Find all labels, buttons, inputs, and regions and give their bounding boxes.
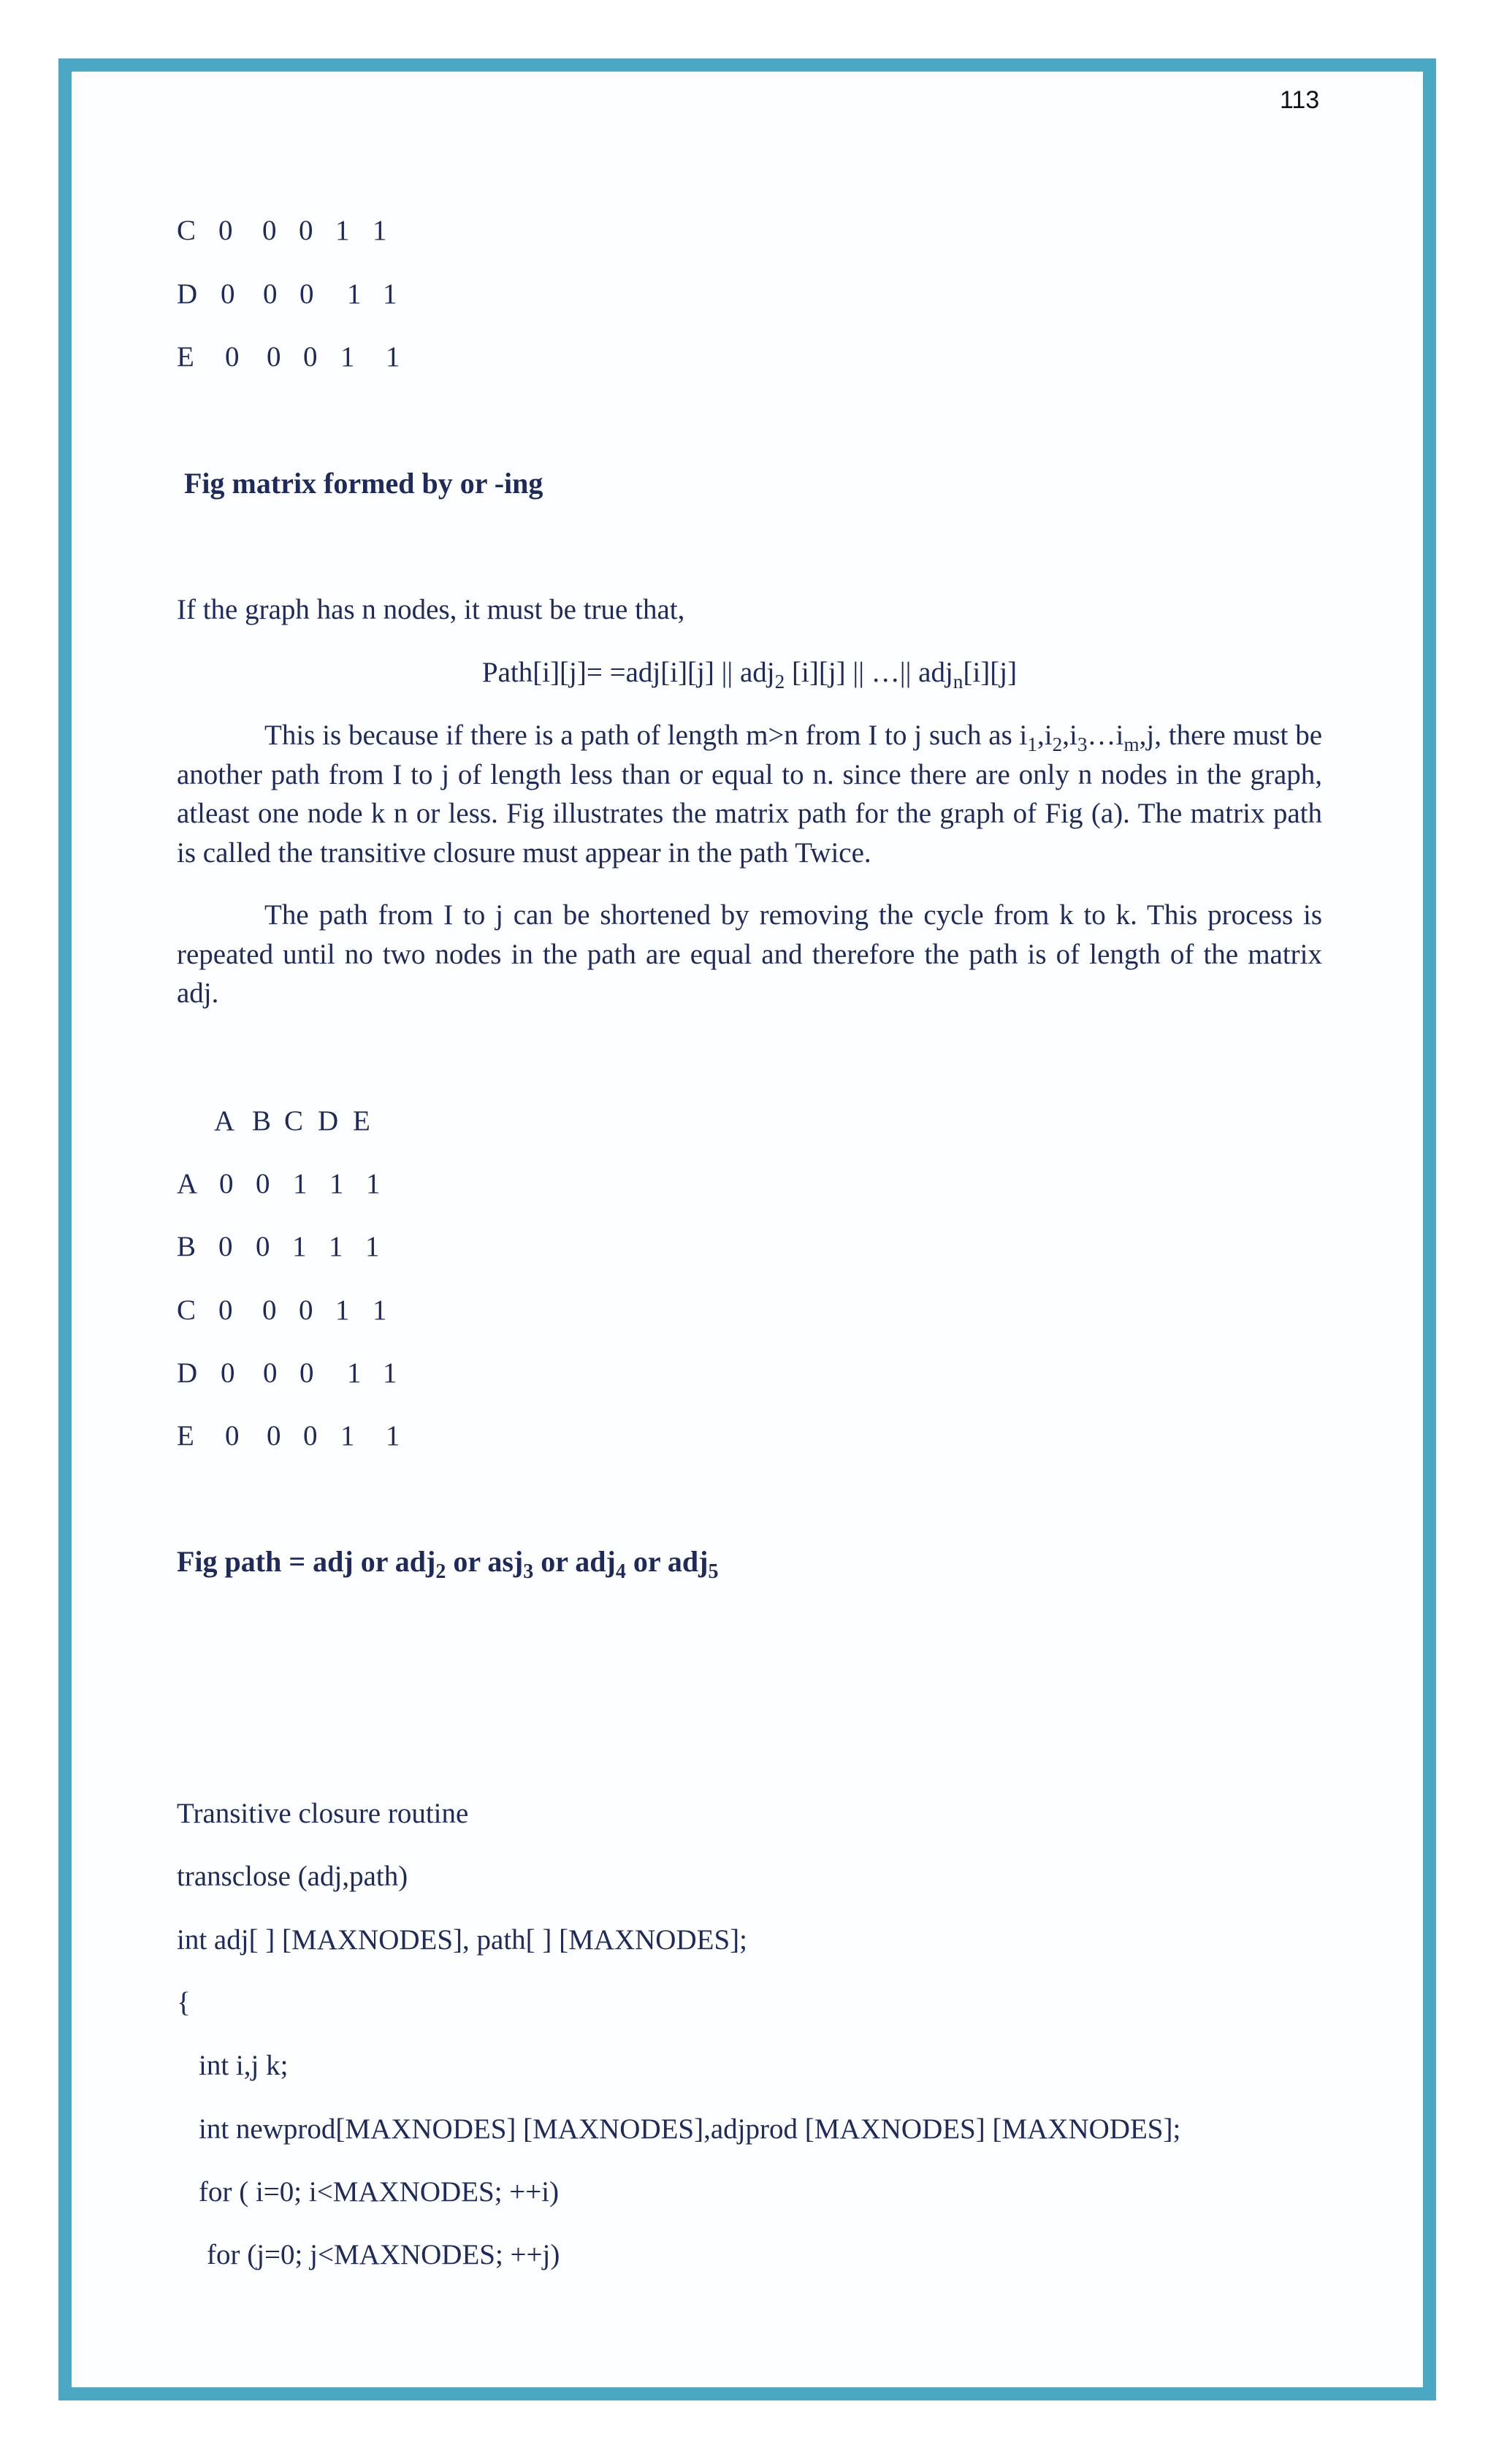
- matrix-cell: 0: [225, 341, 240, 373]
- matrix-cell: 0: [299, 1294, 313, 1326]
- matrix-cell: 0: [218, 215, 233, 246]
- matrix-cell: 0: [262, 215, 277, 246]
- matrix-cell: 0: [219, 1168, 234, 1199]
- row-label: C: [177, 1294, 196, 1326]
- code-line: for (j=0; j<MAXNODES; ++j): [207, 2239, 560, 2270]
- matrix-cell: 0: [221, 1357, 235, 1389]
- matrix-cell: 0: [262, 1294, 277, 1326]
- page-number: 113: [1280, 86, 1320, 114]
- column-label: D: [318, 1105, 339, 1137]
- row-label: E: [177, 341, 194, 373]
- matrix-cell: 0: [256, 1231, 270, 1262]
- row-label: A: [177, 1168, 198, 1199]
- row-label: E: [177, 1420, 194, 1452]
- matrix-cell: 0: [299, 278, 314, 310]
- matrix-cell: 0: [225, 1420, 240, 1452]
- matrix-cell: 1: [386, 1420, 400, 1452]
- row-label: D: [177, 278, 198, 310]
- matrix-cell: 0: [299, 215, 313, 246]
- matrix-cell: 0: [263, 278, 278, 310]
- code-line: transclose (adj,path): [177, 1861, 408, 1892]
- matrix-cell: 1: [292, 1231, 307, 1262]
- matrix-cell: 1: [335, 215, 350, 246]
- intro-text: If the graph has n nodes, it must be true that,: [177, 594, 685, 625]
- code-line: {: [177, 1987, 191, 2018]
- matrix-cell: 1: [366, 1168, 381, 1199]
- matrix-cell: 1: [383, 1357, 397, 1389]
- matrix-cell: 1: [335, 1294, 350, 1326]
- matrix-cell: 1: [340, 1420, 355, 1452]
- column-label: E: [353, 1105, 370, 1137]
- column-label: C: [284, 1105, 304, 1137]
- matrix-cell: 0: [267, 1420, 281, 1452]
- matrix-cell: 1: [386, 341, 400, 373]
- matrix-cell: 1: [365, 1231, 380, 1262]
- row-label: B: [177, 1231, 196, 1262]
- matrix-cell: 0: [303, 1420, 318, 1452]
- code-line: int i,j k;: [199, 2050, 289, 2081]
- matrix-cell: 0: [256, 1168, 270, 1199]
- path-formula: Path[i][j]= =adj[i][j] || adj$_2$ [i][j] || …|| adj$_n$[i][j]: [481, 657, 1018, 693]
- matrix-cell: 0: [221, 278, 235, 310]
- paragraph: This is because if there is a path of length m>n from I to j such as $i_1,i_2,i_3\dots i_m,j$, there must be another path from I to j of length less than or equal to n. since there are only n nodes in the graph, atleast one node k n or less. Fig illustrates the matrix path for the graph of Fig (a). The matrix path is called the transitive closure must appear in the path Twice.: [177, 720, 1322, 869]
- code-line: for ( i=0; i<MAXNODES; ++i): [199, 2176, 560, 2208]
- matrix-cell: 0: [267, 341, 281, 373]
- matrix-cell: 1: [340, 341, 355, 373]
- matrix-cell: 1: [347, 278, 362, 310]
- paragraph: The path from I to j can be shortened by removing the cycle from k to k. This process is repeated until no two nodes in the path are equal and therefore the path is of length of the matrix adj.: [177, 899, 1322, 1010]
- matrix-cell: 0: [218, 1294, 233, 1326]
- figure-caption: Fig path = adj or adj$_2$ or asj$_3$ or adj$_4$ or adj$_5$: [177, 1545, 719, 1583]
- matrix-cell: 1: [373, 215, 387, 246]
- matrix-cell: 0: [263, 1357, 278, 1389]
- matrix-cell: 0: [218, 1231, 233, 1262]
- matrix-cell: 1: [329, 1231, 343, 1262]
- code-line: int newprod[MAXNODES] [MAXNODES],adjprod [MAXNODES] [MAXNODES];: [199, 2113, 1181, 2145]
- column-label: B: [252, 1105, 272, 1137]
- code-line: int adj[ ] [MAXNODES], path[ ] [MAXNODES];: [177, 1924, 747, 1956]
- figure-caption: Fig matrix formed by or -ing: [184, 467, 543, 500]
- row-label: C: [177, 215, 196, 246]
- row-label: D: [177, 1357, 198, 1389]
- column-label: A: [214, 1105, 235, 1137]
- matrix-cell: 1: [347, 1357, 362, 1389]
- matrix-cell: 0: [299, 1357, 314, 1389]
- matrix-cell: 0: [303, 341, 318, 373]
- matrix-cell: 1: [329, 1168, 344, 1199]
- matrix-cell: 1: [293, 1168, 308, 1199]
- code-title: Transitive closure routine: [177, 1798, 469, 1829]
- matrix-cell: 1: [373, 1294, 387, 1326]
- matrix-cell: 1: [383, 278, 397, 310]
